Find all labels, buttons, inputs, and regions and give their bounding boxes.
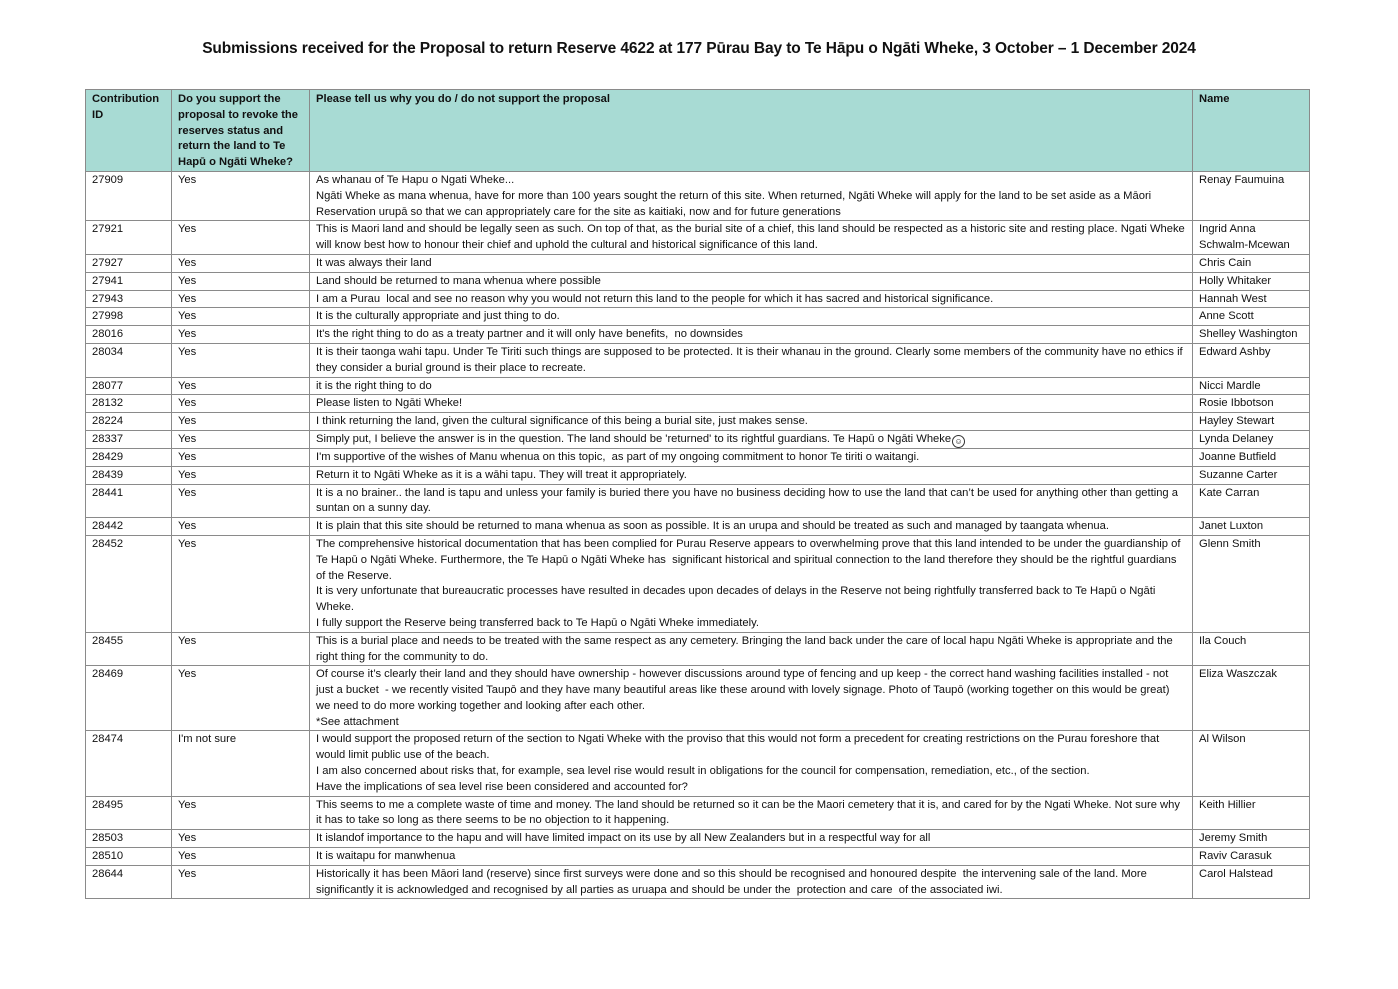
contribution-id-cell: 28510 xyxy=(86,848,172,866)
reason-line xyxy=(316,450,1186,466)
support-cell: Yes xyxy=(172,395,310,413)
reason-line xyxy=(316,222,1186,254)
reason-cell xyxy=(310,343,1193,377)
page-title: Submissions received for the Proposal to return Reserve 4622 at 177 Pūrau Bay to Te Hāpu o Ngāti Wheke, 3 October – 1 December 2024 xyxy=(202,40,1196,57)
reason-text: I am also concerned about risks that, for example, sea level rise would result in obligations for the council for compensation, remediation, etc., of the section. xyxy=(316,765,1090,778)
reason-cell xyxy=(310,518,1193,536)
contribution-id-cell: 28034 xyxy=(86,343,172,377)
table-body xyxy=(86,171,1310,898)
name-cell: Raviv Carasuk xyxy=(1193,848,1310,866)
table-row xyxy=(86,308,1310,326)
name-cell: Hayley Stewart xyxy=(1193,413,1310,431)
reason-line xyxy=(316,327,1186,343)
reason-line xyxy=(316,379,1186,395)
support-cell: Yes xyxy=(172,865,310,899)
table-row xyxy=(86,632,1310,666)
table-row xyxy=(86,796,1310,830)
name-cell: Eliza Waszczak xyxy=(1193,666,1310,731)
reason-cell xyxy=(310,272,1193,290)
table-row xyxy=(86,466,1310,484)
name-cell: Jeremy Smith xyxy=(1193,830,1310,848)
contribution-id-cell: 28503 xyxy=(86,830,172,848)
table-row xyxy=(86,830,1310,848)
support-cell: Yes xyxy=(172,326,310,344)
name-cell: Ila Couch xyxy=(1193,632,1310,666)
reason-text: It is very unfortunate that bureaucratic processes have resulted in decades upon decades of delays in the Reserve not being rightfully transferred back to Te Hapū o Ngāti Wheke. xyxy=(316,585,1159,614)
reason-text: Land should be returned to mana whenua where possible xyxy=(316,274,601,287)
contribution-id-cell: 27941 xyxy=(86,272,172,290)
contribution-id-cell: 28132 xyxy=(86,395,172,413)
reason-line xyxy=(316,309,1186,325)
table-header-row xyxy=(86,90,1310,172)
contribution-id-cell: 28455 xyxy=(86,632,172,666)
contribution-id-cell: 28452 xyxy=(86,535,172,632)
reason-line xyxy=(316,519,1186,535)
table-row xyxy=(86,254,1310,272)
reason-line xyxy=(316,584,1186,616)
contribution-id-cell: 28469 xyxy=(86,666,172,731)
reason-cell xyxy=(310,632,1193,666)
name-cell: Kate Carran xyxy=(1193,484,1310,518)
reason-cell xyxy=(310,308,1193,326)
reason-text: Return it to Ngāti Wheke as it is a wāhi tapu. They will treat it appropriately. xyxy=(316,468,687,481)
reason-text: I'm supportive of the wishes of Manu whenua on this topic, as part of my ongoing commitment to honor Te tiriti o waitangi. xyxy=(316,450,920,463)
reason-text: It was always their land xyxy=(316,256,432,269)
name-cell: Ingrid Anna Schwalm-Mcewan xyxy=(1193,221,1310,255)
reason-cell xyxy=(310,484,1193,518)
reason-line xyxy=(316,715,1186,731)
contribution-id-cell: 28474 xyxy=(86,731,172,796)
table-row xyxy=(86,666,1310,731)
support-cell: Yes xyxy=(172,848,310,866)
reason-text: Historically it has been Māori land (reserve) since first surveys were done and so this should be recognised and honoured despite the intervening sale of the land. More significantly it is acknowledged and recognised by all parties as uruapa and should be under the protection and care of the associated iwi. xyxy=(316,867,1150,896)
contribution-id-cell: 28442 xyxy=(86,518,172,536)
support-cell: Yes xyxy=(172,308,310,326)
reason-text: Ngāti Wheke as mana whenua, have for more than 100 years sought the return of this site. When returned, Ngāti Wheke will apply for the land to be set aside as a Māori Reservation urupā so that we can appropriately care for the site as kaitiaki, now and for future generations xyxy=(316,189,1155,218)
name-cell: Keith Hillier xyxy=(1193,796,1310,830)
reason-cell xyxy=(310,448,1193,466)
reason-line xyxy=(316,468,1186,484)
reason-line xyxy=(316,274,1186,290)
reason-text: I would support the proposed return of the section to Ngati Wheke with the proviso that this would not form a precedent for creating restrictions on the Purau foreshore that would limit public use of the beach. xyxy=(316,733,1163,762)
reason-text: It islandof importance to the hapu and will have limited impact on its use by all New Zealanders but in a respectful way for all xyxy=(316,832,931,845)
reason-text: I think returning the land, given the cultural significance of this being a burial site, just makes sense. xyxy=(316,415,808,428)
table-row xyxy=(86,290,1310,308)
reason-cell xyxy=(310,413,1193,431)
reason-text: It is a no brainer.. the land is tapu and unless your family is buried there you have no business deciding how to use the land that can’t be used for anything other than getting a suntan on a sunny day. xyxy=(316,486,1182,515)
contribution-id-cell: 28441 xyxy=(86,484,172,518)
contribution-id-cell: 27998 xyxy=(86,308,172,326)
smiley-icon: ☺ xyxy=(952,435,965,448)
name-cell: Shelley Washington xyxy=(1193,326,1310,344)
name-cell: Glenn Smith xyxy=(1193,535,1310,632)
name-cell: Joanne Butfield xyxy=(1193,448,1310,466)
reason-text: The comprehensive historical documentation that has been complied for Purau Reserve appears to overwhelming prove that this land intended to be under the guardianship of Te Hapū o Ngāti Wheke. Furthermore, the Te Hapū o Ngāti Wheke has significant historical and spiritual connection to the land therefore they should be the rightful guardians of the Reserve. xyxy=(316,537,1184,582)
reason-text: Have the implications of sea level rise been considered and accounted for? xyxy=(316,780,688,793)
table-row xyxy=(86,518,1310,536)
support-cell: Yes xyxy=(172,413,310,431)
support-cell: Yes xyxy=(172,272,310,290)
reason-text: *See attachment xyxy=(316,715,399,728)
reason-line xyxy=(316,396,1186,412)
reason-cell xyxy=(310,865,1193,899)
reason-cell xyxy=(310,377,1193,395)
reason-cell xyxy=(310,466,1193,484)
reason-line xyxy=(316,189,1186,221)
header-support: Do you support the proposal to revoke the reserves status and return the land to Te Hapū o Ngāti Wheke? xyxy=(172,90,310,172)
name-cell: Janet Luxton xyxy=(1193,518,1310,536)
reason-text: It is plain that this site should be returned to mana whenua as soon as possible. It is an urupa and should be treated as such and managed by taangata whenua. xyxy=(316,520,1109,533)
reason-text: It is their taonga wahi tapu. Under Te Tiriti such things are supposed to be protected. It is their whanau in the ground. Clearly some members of the community have no ethics if they consider a burial ground is their place to recreate. xyxy=(316,345,1186,374)
support-cell: Yes xyxy=(172,535,310,632)
table-row xyxy=(86,326,1310,344)
reason-cell xyxy=(310,221,1193,255)
contribution-id-cell: 28016 xyxy=(86,326,172,344)
reason-line xyxy=(316,732,1186,764)
reason-cell xyxy=(310,666,1193,731)
header-reason: Please tell us why you do / do not support the proposal xyxy=(310,90,1193,172)
reason-cell xyxy=(310,395,1193,413)
support-cell: Yes xyxy=(172,666,310,731)
reason-line xyxy=(316,432,1186,448)
reason-text: It is the culturally appropriate and just thing to do. xyxy=(316,310,560,323)
contribution-id-cell: 28077 xyxy=(86,377,172,395)
reason-cell xyxy=(310,848,1193,866)
reason-line xyxy=(316,537,1186,584)
reason-cell xyxy=(310,326,1193,344)
reason-line xyxy=(316,256,1186,272)
reason-cell xyxy=(310,290,1193,308)
reason-line xyxy=(316,764,1186,780)
reason-cell xyxy=(310,796,1193,830)
table-row xyxy=(86,171,1310,220)
contribution-id-cell: 27943 xyxy=(86,290,172,308)
reason-line xyxy=(316,780,1186,796)
name-cell: Holly Whitaker xyxy=(1193,272,1310,290)
header-name: Name xyxy=(1193,90,1310,172)
reason-text: This seems to me a complete waste of time and money. The land should be returned so it can be the Maori cemetery that it is, and cared for by the Ngati Wheke. Not sure why it has to take so long as there seems to be no objection to it happening. xyxy=(316,798,1184,827)
reason-text: This is Maori land and should be legally seen as such. On top of that, as the burial site of a chief, this land should be respected as a historic site and resting place. Ngati Wheke will know best how to honour their chief and uphold the cultural and historical significance of this land. xyxy=(316,223,1188,252)
table-row xyxy=(86,430,1310,448)
reason-cell xyxy=(310,171,1193,220)
contribution-id-cell: 28337 xyxy=(86,430,172,448)
reason-line xyxy=(316,345,1186,377)
reason-line xyxy=(316,667,1186,714)
table-row xyxy=(86,377,1310,395)
table-row xyxy=(86,343,1310,377)
support-cell: Yes xyxy=(172,796,310,830)
name-cell: Hannah West xyxy=(1193,290,1310,308)
reason-line xyxy=(316,831,1186,847)
table-row xyxy=(86,272,1310,290)
contribution-id-cell: 28439 xyxy=(86,466,172,484)
support-cell: Yes xyxy=(172,290,310,308)
contribution-id-cell: 27927 xyxy=(86,254,172,272)
support-cell: Yes xyxy=(172,377,310,395)
support-cell: Yes xyxy=(172,466,310,484)
name-cell: Rosie Ibbotson xyxy=(1193,395,1310,413)
name-cell: Edward Ashby xyxy=(1193,343,1310,377)
reason-line xyxy=(316,798,1186,830)
support-cell: Yes xyxy=(172,343,310,377)
reason-line xyxy=(316,414,1186,430)
reason-text: I fully support the Reserve being transferred back to Te Hapū o Ngāti Wheke immediately. xyxy=(316,616,759,629)
support-cell: Yes xyxy=(172,430,310,448)
table-row xyxy=(86,221,1310,255)
name-cell: Renay Faumuina xyxy=(1193,171,1310,220)
support-cell: Yes xyxy=(172,221,310,255)
table-row xyxy=(86,731,1310,796)
reason-cell xyxy=(310,430,1193,448)
submissions-table xyxy=(85,89,1310,899)
reason-cell xyxy=(310,830,1193,848)
reason-line xyxy=(316,849,1186,865)
table-row xyxy=(86,865,1310,899)
table-row xyxy=(86,395,1310,413)
reason-text: I am a Purau local and see no reason why you would not return this land to the people for which it has sacred and historical significance. xyxy=(316,292,994,305)
contribution-id-cell: 27909 xyxy=(86,171,172,220)
name-cell: Suzanne Carter xyxy=(1193,466,1310,484)
reason-line xyxy=(316,634,1186,666)
header-contribution-id: Contribution ID xyxy=(86,90,172,172)
reason-cell xyxy=(310,731,1193,796)
reason-text: it is the right thing to do xyxy=(316,379,432,392)
name-cell: Lynda Delaney xyxy=(1193,430,1310,448)
name-cell: Chris Cain xyxy=(1193,254,1310,272)
reason-cell xyxy=(310,535,1193,632)
support-cell: Yes xyxy=(172,448,310,466)
table-row xyxy=(86,848,1310,866)
reason-line xyxy=(316,292,1186,308)
name-cell: Al Wilson xyxy=(1193,731,1310,796)
reason-cell xyxy=(310,254,1193,272)
support-cell: Yes xyxy=(172,830,310,848)
table-row xyxy=(86,448,1310,466)
reason-text: Simply put, I believe the answer is in the question. The land should be 'returned' to its rightful guardians. Te Hapū o Ngāti Wheke xyxy=(316,432,952,445)
reason-text: It is waitapu for manwhenua xyxy=(316,850,456,863)
contribution-id-cell: 28644 xyxy=(86,865,172,899)
support-cell: Yes xyxy=(172,518,310,536)
support-cell: Yes xyxy=(172,484,310,518)
reason-line xyxy=(316,867,1186,899)
reason-line xyxy=(316,616,1186,632)
support-cell: Yes xyxy=(172,254,310,272)
name-cell: Carol Halstead xyxy=(1193,865,1310,899)
reason-text: Please listen to Ngāti Wheke! xyxy=(316,397,463,410)
support-cell: Yes xyxy=(172,171,310,220)
reason-text: Of course it’s clearly their land and they should have ownership - however discussions around type of fencing and up keep - the correct hand washing facilities installed - not just a bucket - we recently visited Taupō and they have many beautiful areas like these around with lovely signage. Photo of Taupō (working together on this would be great) we need to do more working together and looking after each other. xyxy=(316,668,1173,712)
reason-line xyxy=(316,486,1186,518)
table-row xyxy=(86,413,1310,431)
contribution-id-cell: 28224 xyxy=(86,413,172,431)
support-cell: Yes xyxy=(172,632,310,666)
name-cell: Anne Scott xyxy=(1193,308,1310,326)
reason-text: As whanau of Te Hapu o Ngati Wheke... xyxy=(316,173,515,186)
reason-line xyxy=(316,173,1186,189)
contribution-id-cell: 28429 xyxy=(86,448,172,466)
reason-text: It's the right thing to do as a treaty partner and it will only have benefits, no downsides xyxy=(316,328,743,341)
contribution-id-cell: 28495 xyxy=(86,796,172,830)
support-cell: I'm not sure xyxy=(172,731,310,796)
table-row xyxy=(86,535,1310,632)
reason-text: This is a burial place and needs to be treated with the same respect as any cemetery. Bringing the land back under the care of local hapu Ngāti Wheke is appropriate and the right thing for the community to do. xyxy=(316,634,1176,663)
table-row xyxy=(86,484,1310,518)
name-cell: Nicci Mardle xyxy=(1193,377,1310,395)
contribution-id-cell: 27921 xyxy=(86,221,172,255)
